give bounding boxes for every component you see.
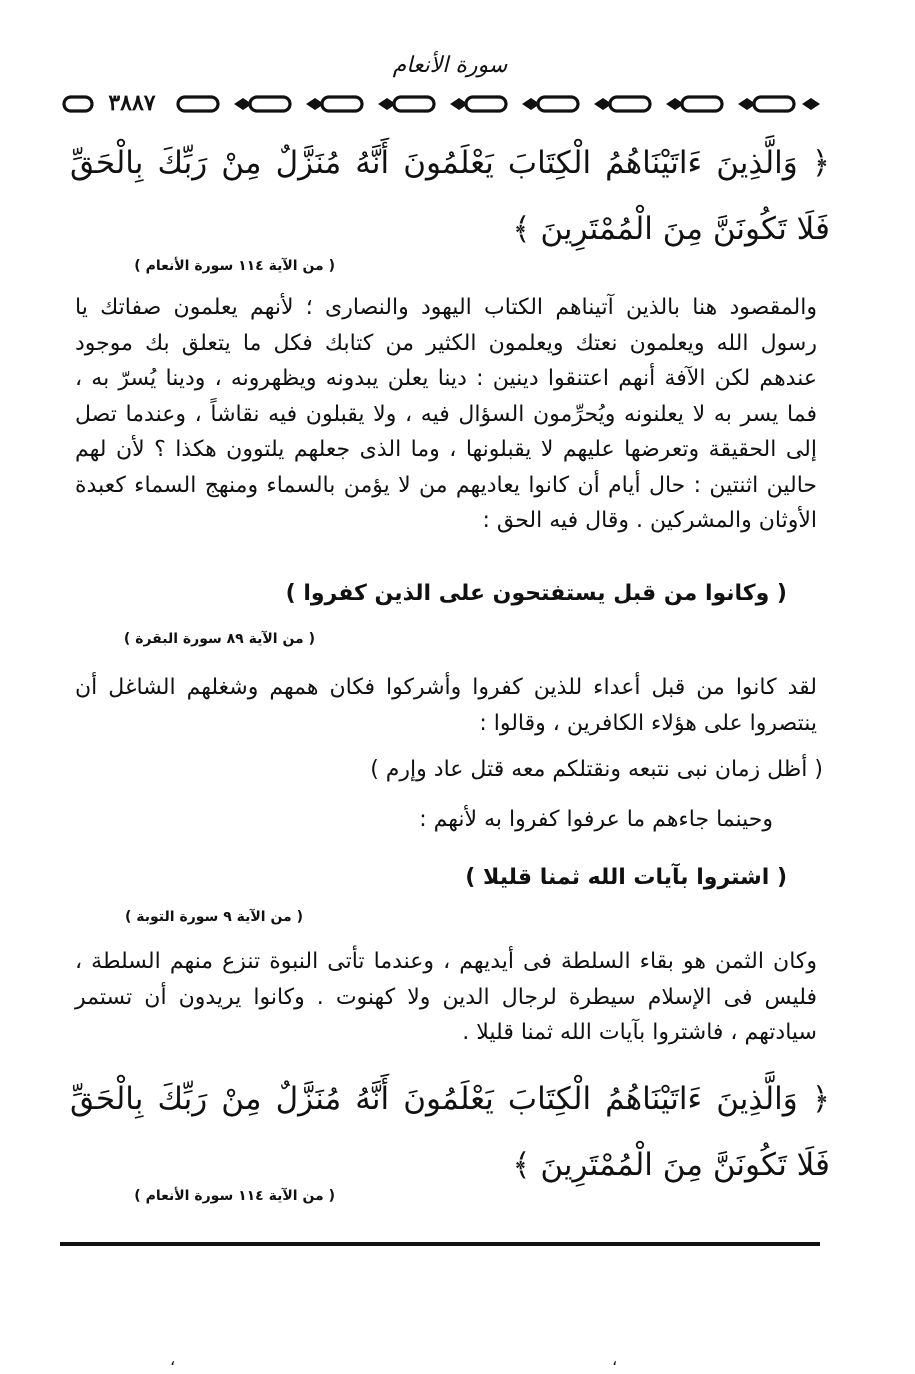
verse-reference: ( من الآية ١١٤ سورة الأنعام ) xyxy=(134,1188,335,1204)
page-mark: ، xyxy=(170,1350,176,1369)
commentary-paragraph: لقد كانوا من قبل أعداء للذين كفروا وأشركوا فكان همهم وشغلهم الشاغل أن ينتصروا على هؤلاء الكافرين ، وقالوا : xyxy=(75,675,817,736)
quran-verse-bottom: ﴿ وَالَّذِينَ ءَاتَيْنَاهُمُ الْكِتَابَ يَعْلَمُونَ أَنَّهُ مُنَزَّلٌ مِنْ رَبِّكَ بِالْحَقِّ فَلَا تَكُونَنَّ مِنَ الْمُمْتَرِينَ ﴾ xyxy=(70,1081,830,1183)
bottom-rule xyxy=(60,1242,820,1246)
verse-reference: ( من الآية ٩ سورة التوبة ) xyxy=(125,909,303,925)
verse-reference: ( من الآية ١١٤ سورة الأنعام ) xyxy=(134,258,335,274)
quran-verse-top: ﴿ وَالَّذِينَ ءَاتَيْنَاهُمُ الْكِتَابَ يَعْلَمُونَ أَنَّهُ مُنَزَّلٌ مِنْ رَبِّكَ بِالْحَقِّ فَلَا تَكُونَنَّ مِنَ الْمُمْتَرِينَ ﴾ xyxy=(70,145,830,247)
quoted-verse: ( وكانوا من قبل يستفتحون على الذين كفروا ) xyxy=(285,581,787,606)
ornamental-chain-divider xyxy=(60,92,830,116)
commentary-paragraph: والمقصود هنا بالذين آتيناهم الكتاب اليهود والنصارى ؛ لأنهم يعلمون صفاتك يا رسول الله ويعلمون نعتك ويعلمون الكثير من كتابك فكل ما يتعلق بك موجود عندهم لكن الآفة أنهم اعتنقوا دينين : دينا يعلن يبدونه ويظهرونه ، ودينا يُسرّ به ، فما يسر به لا يعلنونه ويُحرِّمون السؤال فيه ، ولا يقبلون فيه نقاشاً ، وعندما تصل إلى الحقيقة وتعرضها عليهم لا يقبلونها ، وما الذى جعلهم يلتوون هكذا ؟ لأن لهم حالين اثنتين : حال أيام أن كانوا يعاديهم من لا يؤمن بالسماء ومنهج السماء كعبدة الأوثان والمشركين . وقال فيه الحق : xyxy=(75,295,817,533)
quoted-saying: ( أظل زمان نبى نتبعه ونقتلكم معه قتل عاد وإرم ) xyxy=(370,757,823,782)
page-number: ٣٨٨٧ xyxy=(108,90,156,116)
verse-reference: ( من الآية ٨٩ سورة البقرة ) xyxy=(123,631,315,647)
commentary-line: وحينما جاءهم ما عرفوا كفروا به لأنهم : xyxy=(419,807,773,832)
quoted-verse: ( اشتروا بآيات الله ثمنا قليلا ) xyxy=(465,865,787,890)
page-mark: ، xyxy=(612,1350,618,1369)
surah-title: سورة الأنعام xyxy=(392,53,508,78)
commentary-paragraph: وكان الثمن هو بقاء السلطة فى أيديهم ، وعندما تأتى النبوة تنزع منهم السلطة ، فليس فى الإسلام سيطرة لرجال الدين ولا كهنوت . وكانوا يريدون أن تستمر سيادتهم ، فاشتروا بآيات الله ثمنا قليلا . xyxy=(75,949,817,1045)
